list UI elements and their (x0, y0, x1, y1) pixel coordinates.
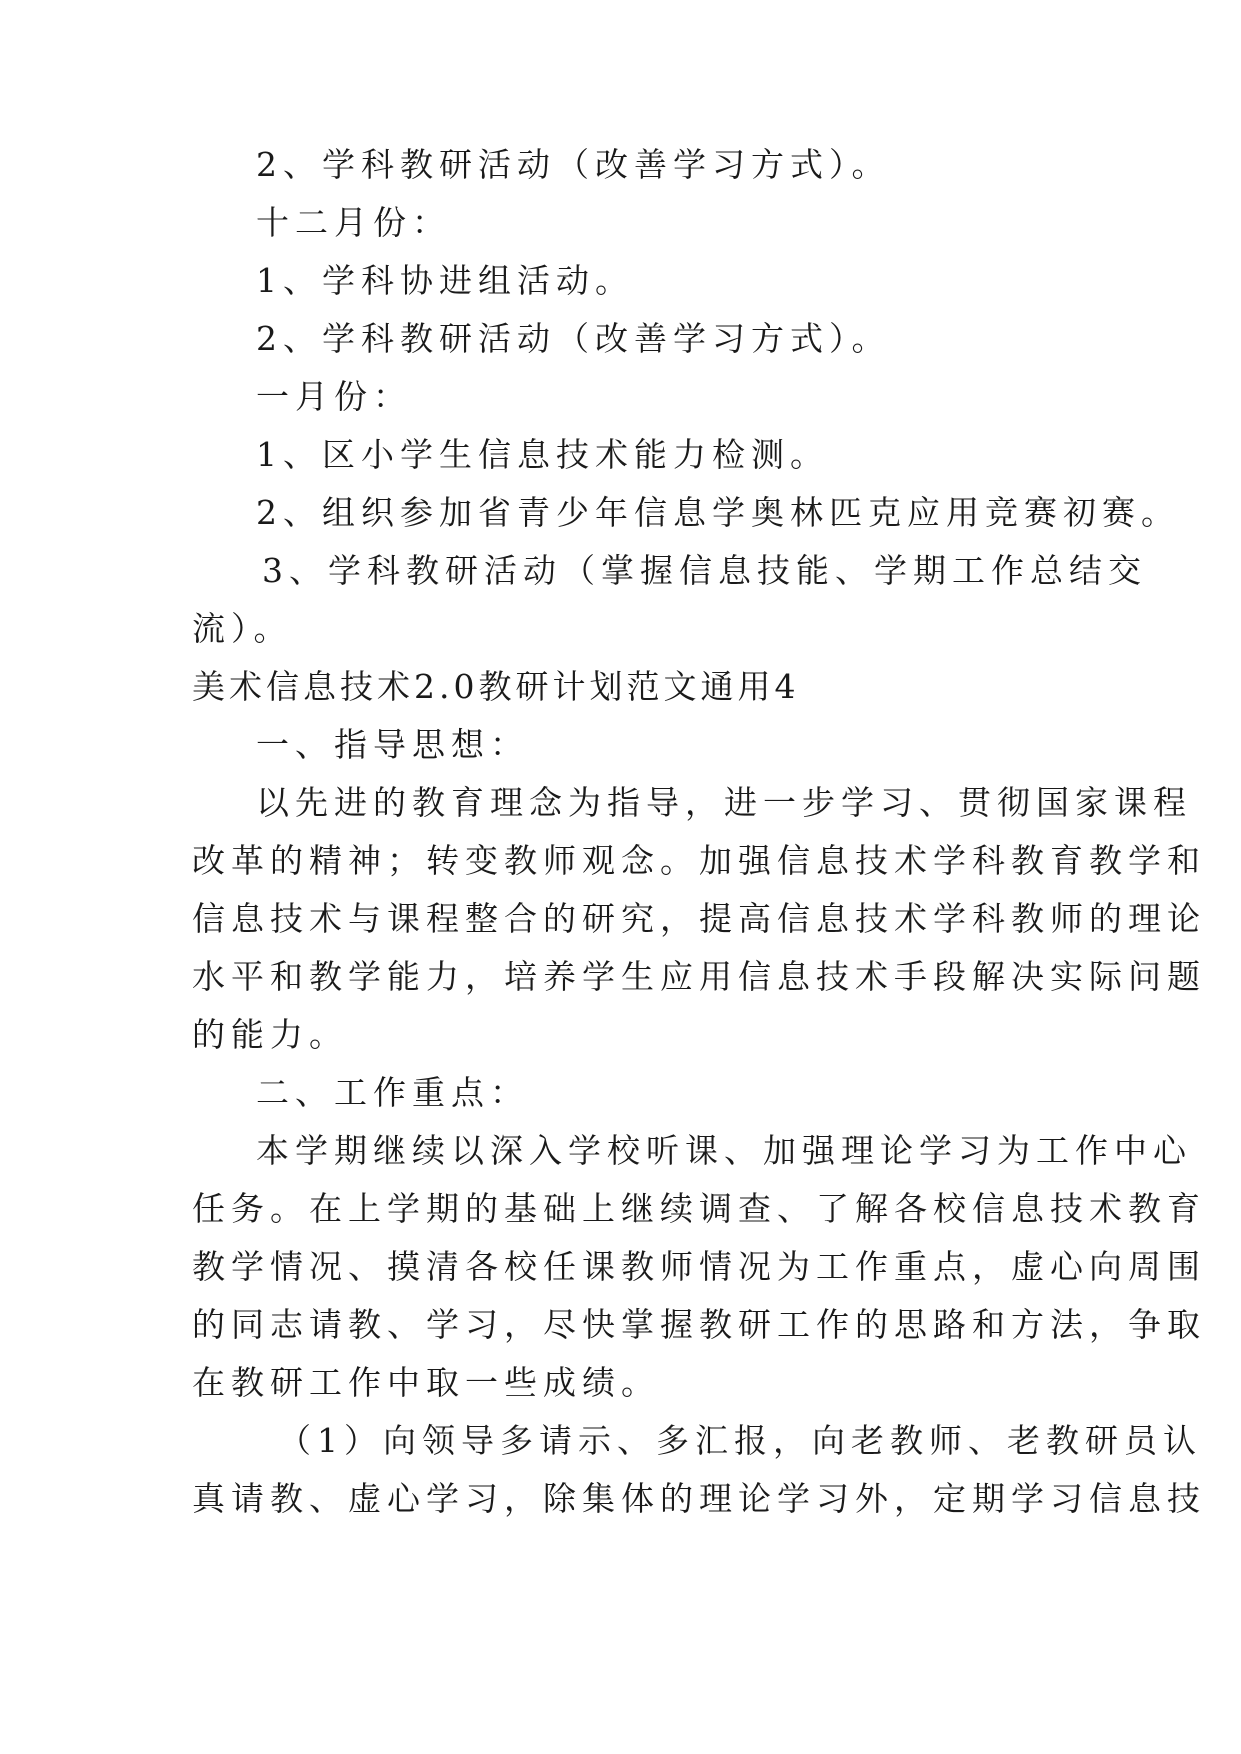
text-line: 3、学科教研活动（掌握信息技能、学期工作总结交 (262, 551, 1147, 590)
paragraph-line: 信息技术与课程整合的研究，提高信息技术学科教师的理论 (192, 899, 1206, 938)
section-heading-december: 十二月份： (256, 203, 451, 242)
paragraph-line: 以先进的教育理念为指导，进一步学习、贯彻国家课程 (256, 783, 1192, 822)
section-heading-work-focus: 二、工作重点： (256, 1073, 529, 1112)
text-line: 2、组织参加省青少年信息学奥林匹克应用竞赛初赛。 (256, 493, 1180, 532)
paragraph-line: 任务。在上学期的基础上继续调查、了解各校信息技术教育 (192, 1189, 1206, 1228)
paragraph-line: 真请教、虚心学习，除集体的理论学习外，定期学习信息技 (192, 1479, 1206, 1518)
paragraph-line: 改革的精神；转变教师观念。加强信息技术学科教育教学和 (192, 841, 1206, 880)
paragraph-line: 的能力。 (192, 1015, 348, 1054)
text-line: 2、学科教研活动（改善学习方式）。 (256, 319, 891, 358)
paragraph-line: 水平和教学能力，培养学生应用信息技术手段解决实际问题 (192, 957, 1206, 996)
text-line: 2、学科教研活动（改善学习方式）。 (256, 145, 891, 184)
paragraph-line: 本学期继续以深入学校听课、加强理论学习为工作中心 (256, 1131, 1192, 1170)
paragraph-line: （1）向领导多请示、多汇报，向老教师、老教研员认 (278, 1421, 1202, 1460)
section-heading-january: 一月份： (256, 377, 412, 416)
paragraph-line: 教学情况、摸清各校任课教师情况为工作重点，虚心向周围 (192, 1247, 1206, 1286)
text-line: 流）。 (192, 609, 293, 648)
text-line: 1、区小学生信息技术能力检测。 (256, 435, 829, 474)
section-heading-guiding-thought: 一、指导思想： (256, 725, 529, 764)
document-title: 美术信息技术2.0教研计划范文通用4 (192, 667, 800, 706)
paragraph-line: 的同志请教、学习，尽快掌握教研工作的思路和方法，争取 (192, 1305, 1206, 1344)
text-line: 1、学科协进组活动。 (256, 261, 634, 300)
paragraph-line: 在教研工作中取一些成绩。 (192, 1363, 660, 1402)
